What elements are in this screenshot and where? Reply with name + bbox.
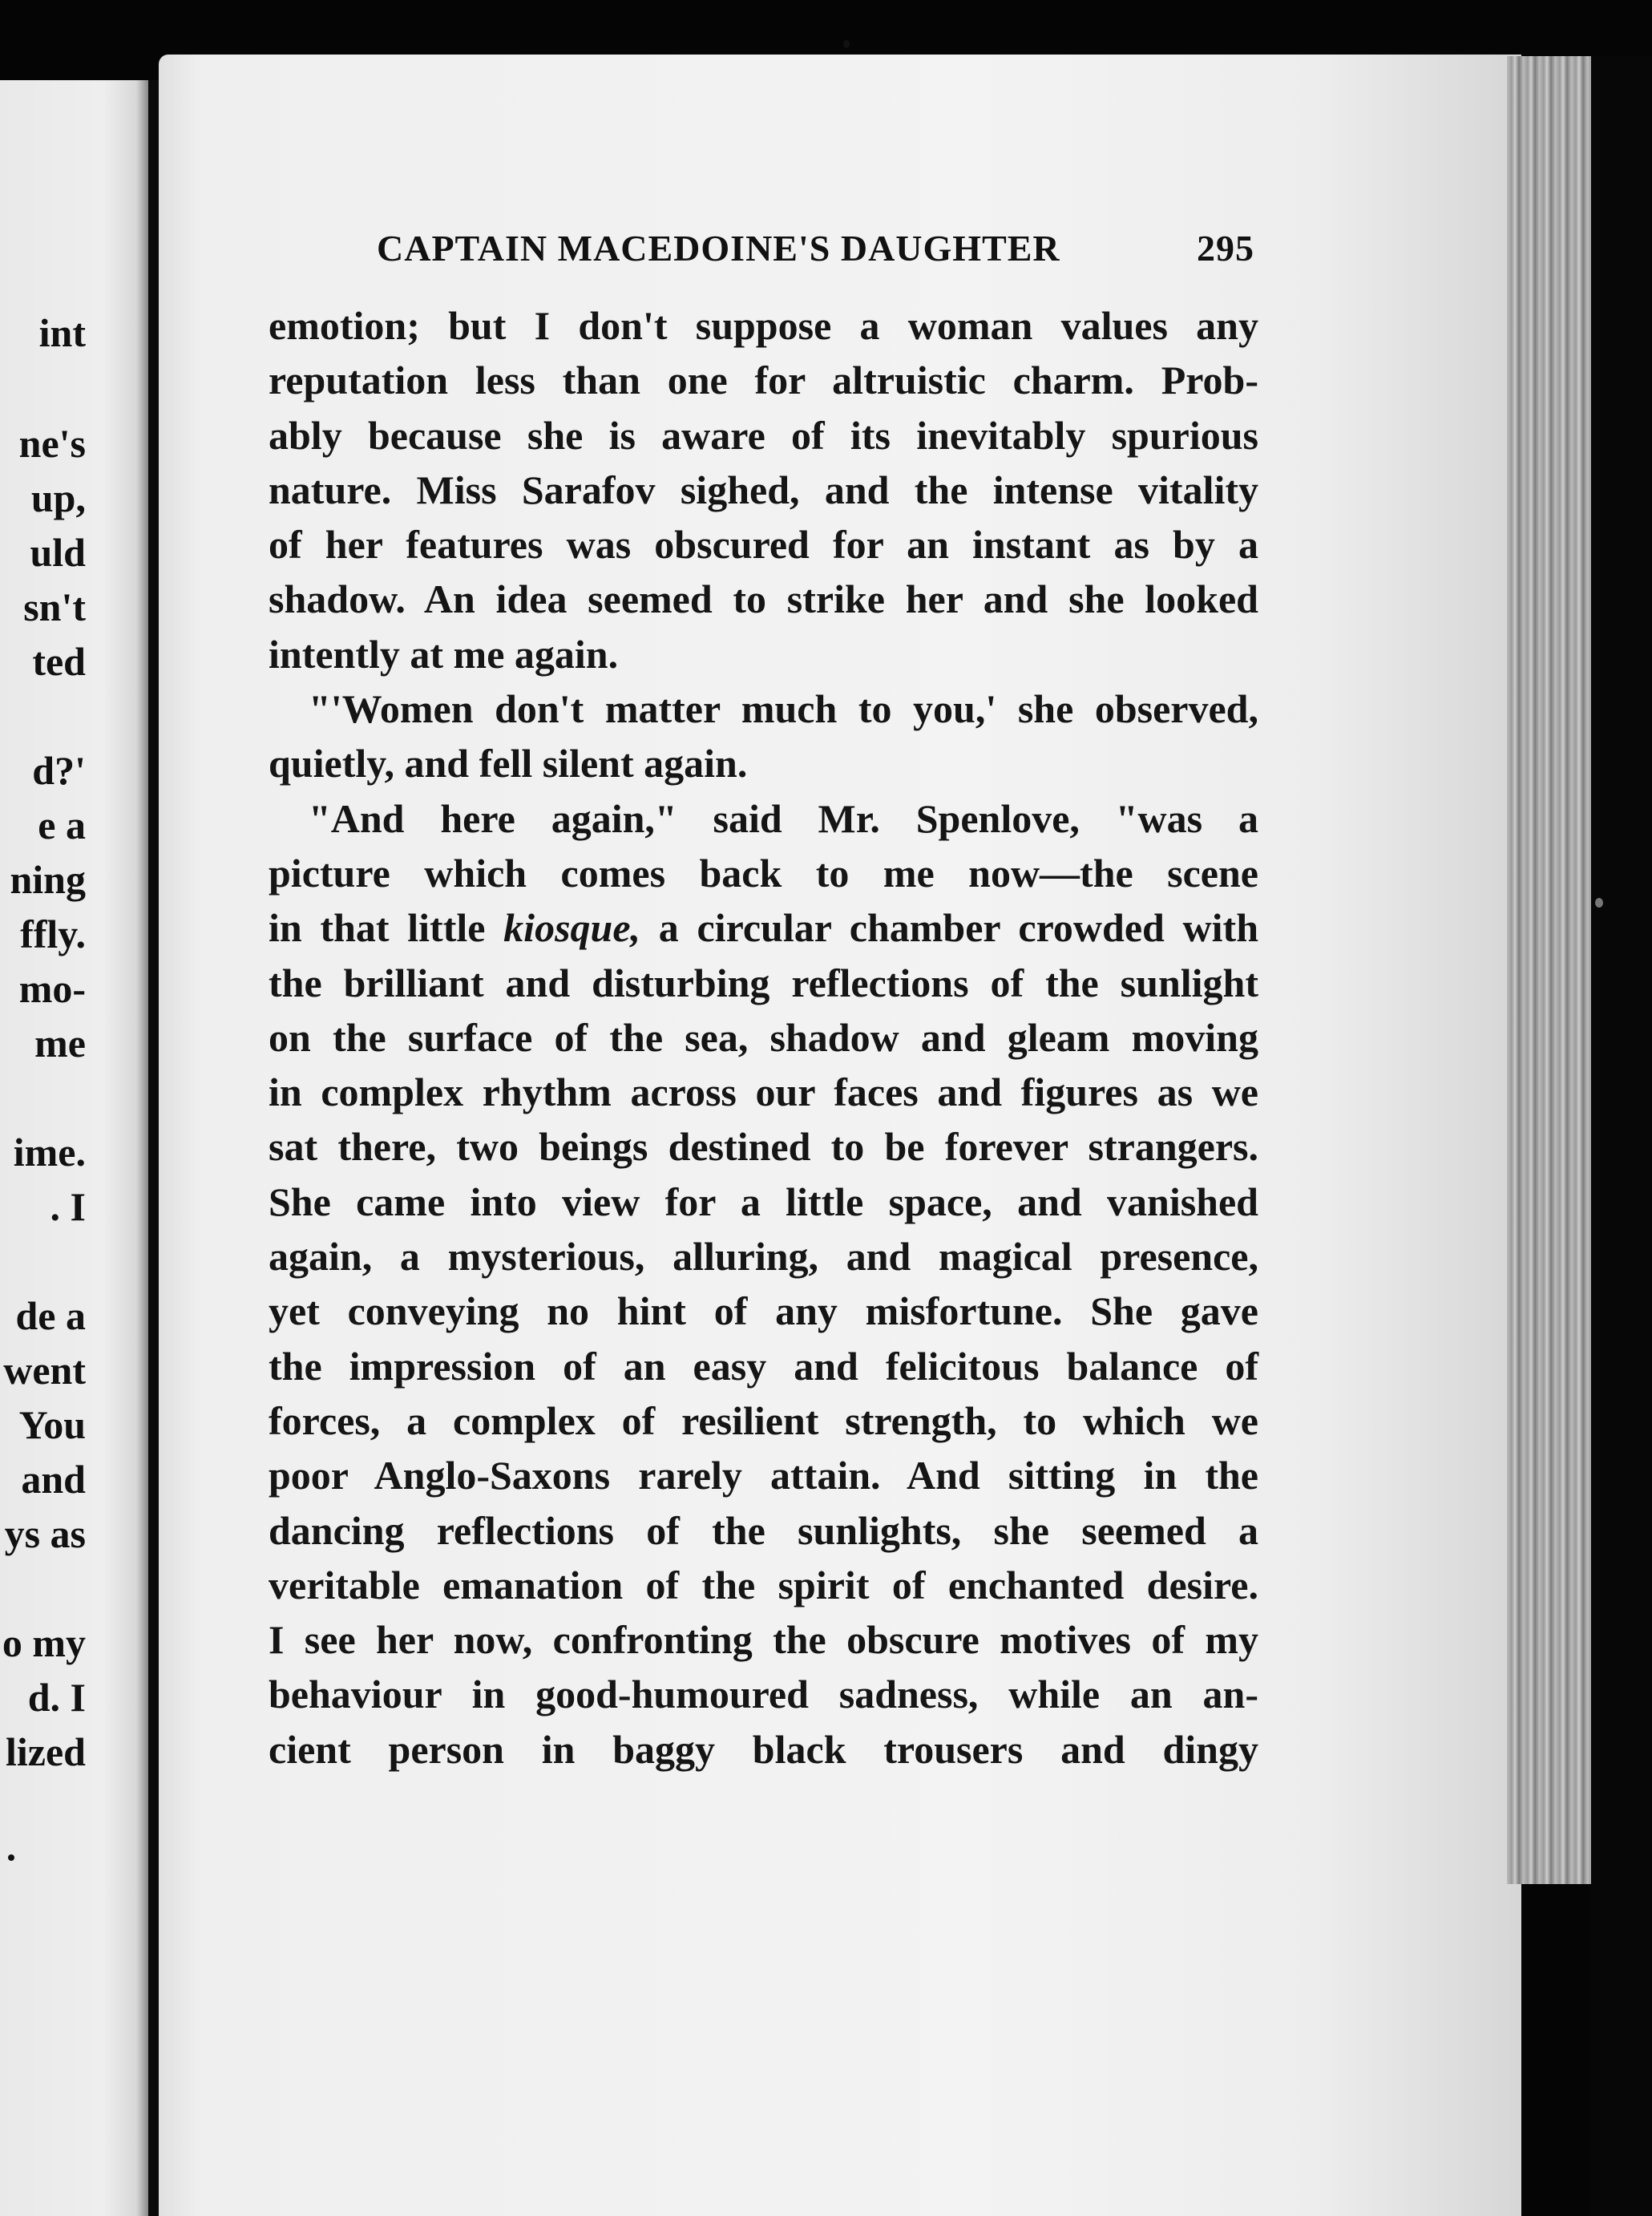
text-line: shadow. An idea seemed to strike her and she looked — [269, 576, 1258, 622]
text-line: again, a mysterious, alluring, and magical presence, — [269, 1234, 1258, 1280]
left-fragment: ning — [10, 857, 86, 902]
dust-speck — [843, 40, 850, 48]
text-line: picture which comes back to me now—the scene — [269, 850, 1258, 896]
text-line: reputation less than one for altruistic charm. Prob- — [269, 358, 1258, 403]
left-fragment: de a — [15, 1293, 86, 1338]
left-facing-page — [0, 80, 148, 2216]
left-fragment: uld — [30, 530, 86, 575]
left-fragment: e a — [38, 803, 86, 847]
text-line: "'Women don't matter much to you,' she observed, — [309, 686, 1258, 732]
text-line-with-italic — [269, 900, 1258, 955]
left-fragment: ffly. — [20, 912, 86, 956]
left-fragment: me — [34, 1021, 86, 1066]
text-line: on the surface of the sea, shadow and gleam moving — [269, 1014, 1258, 1060]
left-fragment: ne's — [18, 421, 86, 466]
dust-speck — [8, 1854, 14, 1861]
left-fragment: ys as — [4, 1511, 86, 1556]
text-line: nature. Miss Sarafov sighed, and the intense vitality — [269, 467, 1258, 512]
text-line: behaviour in good-humoured sadness, while an an- — [269, 1672, 1258, 1717]
page-number: 295 — [1197, 228, 1254, 269]
text-line: dancing reflections of the sunlights, she seemed a — [269, 1507, 1258, 1553]
page-edges-shadow — [1591, 56, 1652, 2216]
text-line: cient person in baggy black trousers and dingy — [269, 1726, 1258, 1772]
text-line: of her features was obscured for an instant as by a — [269, 522, 1258, 568]
text-line: "And here again," said Mr. Spenlove, "was a — [309, 795, 1258, 841]
left-fragment: and — [21, 1457, 86, 1502]
text-line: veritable emanation of the spirit of enchanted desire. — [269, 1562, 1258, 1607]
body-text — [269, 298, 1258, 1777]
text-line: ably because she is aware of its inevitably spurious — [269, 412, 1258, 458]
left-fragment: . I — [50, 1184, 86, 1229]
page-edges — [1507, 56, 1603, 1884]
left-fragment: int — [38, 310, 86, 355]
text-line: emotion; but I don't suppose a woman values any — [269, 303, 1258, 348]
text-line: poor Anglo-Saxons rarely attain. And sitting in the — [269, 1453, 1258, 1498]
text-line: I see her now, confronting the obscure motives of my — [269, 1617, 1258, 1663]
left-fragment: d?' — [32, 748, 86, 793]
text-line: forces, a complex of resilient strength, to which we — [269, 1397, 1258, 1443]
text-segment: a circular chamber crowded with — [658, 905, 1259, 951]
text-line: sat there, two beings destined to be forever strangers. — [269, 1124, 1258, 1170]
left-fragment: d. I — [27, 1675, 86, 1720]
text-line: quietly, and fell silent again. — [269, 741, 748, 787]
text-line: intently at me again. — [269, 631, 619, 677]
text-line: She came into view for a little space, and vanished — [269, 1179, 1258, 1224]
italic-word: kiosque, — [503, 905, 641, 951]
left-fragment: sn't — [23, 584, 86, 629]
text-segment: in that little — [269, 905, 486, 951]
left-fragment: mo- — [18, 966, 86, 1011]
left-fragment: up, — [30, 475, 86, 520]
running-title: CAPTAIN MACEDOINE'S DAUGHTER — [377, 228, 1060, 269]
left-fragment: lized — [6, 1729, 86, 1774]
left-fragment: ted — [32, 639, 86, 684]
left-fragment: went — [3, 1348, 86, 1393]
text-line: in complex rhythm across our faces and figures as we — [269, 1070, 1258, 1115]
left-fragment: ime. — [13, 1130, 86, 1175]
text-line: yet conveying no hint of any misfortune. She gave — [269, 1288, 1258, 1334]
left-fragment: o my — [2, 1620, 86, 1665]
text-line: the impression of an easy and felicitous balance of — [269, 1343, 1258, 1389]
dust-speck — [1595, 898, 1603, 908]
left-fragment: You — [18, 1402, 86, 1447]
text-line: the brilliant and disturbing reflections of the sunlight — [269, 960, 1258, 1005]
